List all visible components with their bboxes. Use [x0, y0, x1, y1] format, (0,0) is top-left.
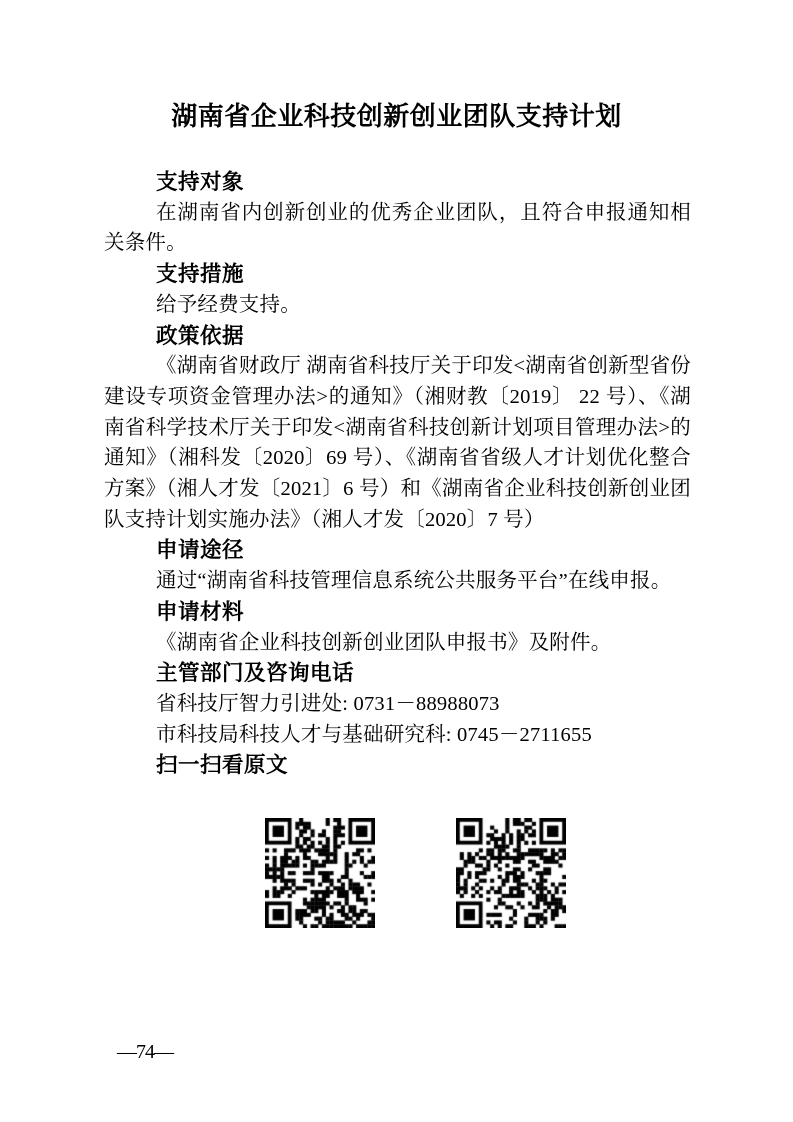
section-paragraph: 给予经费支持。	[156, 293, 301, 316]
page-number: —74—	[117, 1041, 173, 1063]
contact-phone-municipal: 市科技局科技人才与基础研究科: 0745－2711655	[156, 723, 592, 746]
section-heading-application-materials: 申请材料	[156, 599, 245, 624]
section-paragraph: 在湖南省内创新创业的优秀企业团队，且符合申报通知相关条件。	[104, 201, 691, 255]
contact-phone-provincial: 省科技厅智力引进处: 0731－88988073	[156, 692, 500, 715]
qr-code-row	[265, 818, 566, 928]
section-heading-policy-basis: 政策依据	[156, 323, 245, 348]
page-title: 湖南省企业科技创新创业团队支持计划	[171, 102, 622, 131]
section-paragraph: 通过“湖南省科技管理信息系统公共服务平台”在线申报。	[156, 570, 672, 593]
section-heading-scan-original: 扫一扫看原文	[156, 753, 289, 778]
section-heading-department-contacts: 主管部门及咨询电话	[156, 661, 355, 686]
qr-code-right	[456, 818, 566, 928]
qr-code-left	[265, 818, 375, 928]
section-paragraph: 《湖南省财政厅 湖南省科技厅关于印发<湖南省创新型省份建设专项资金管理办法>的通知》（湘财教〔2019〕 22 号）、《湖南省科学技术厅关于印发<湖南省科技创新计划项目管理办法>的通知》（湘科发〔2020〕69 号）、《湖南省省级人才计划优化整合方案》（湘人才发〔2021〕6 号）和《湖南省企业科技创新创业团队支持计划实施办法》（湘人才发〔2020〕7 号）	[104, 355, 691, 531]
section-paragraph: 《湖南省企业科技创新创业团队申报书》及附件。	[156, 631, 612, 654]
section-heading-support-measures: 支持措施	[156, 262, 245, 287]
section-heading-support-target: 支持对象	[156, 170, 245, 194]
section-heading-application-channel: 申请途径	[156, 538, 245, 563]
document-body	[104, 167, 691, 781]
